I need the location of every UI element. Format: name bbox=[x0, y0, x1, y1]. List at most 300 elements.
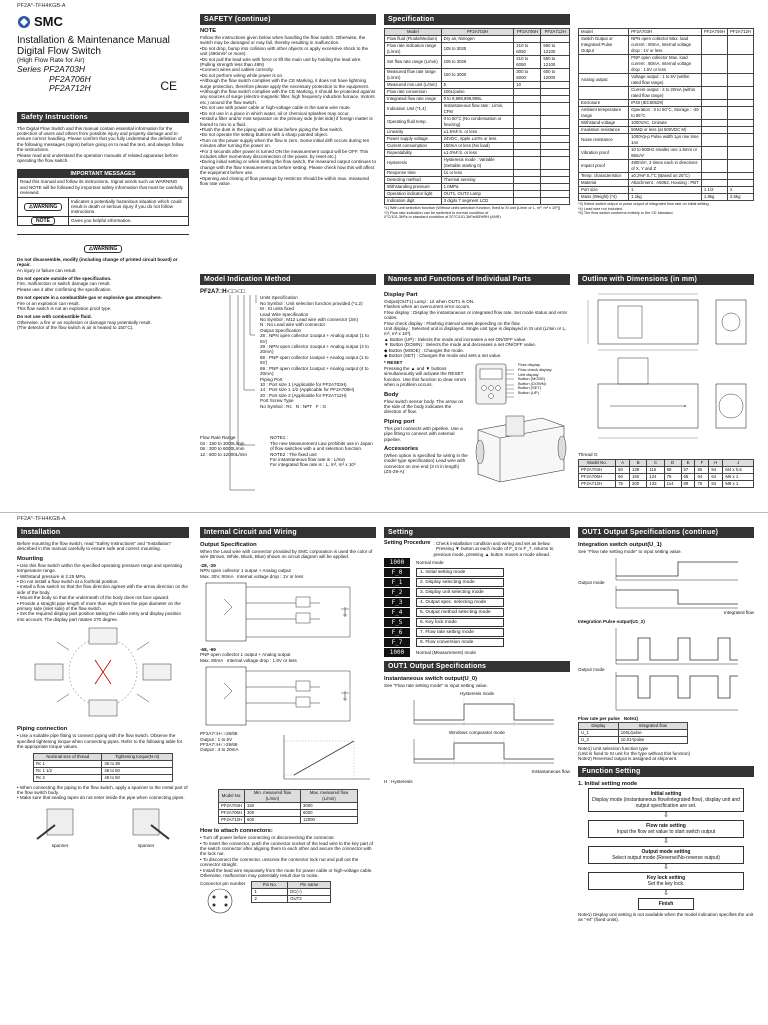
table-cell: 115 bbox=[647, 467, 664, 474]
safety-continue-heading: SAFETY (continue) bbox=[200, 14, 376, 25]
step-code-display: F_7 bbox=[384, 638, 410, 647]
table-cell: 1000VAC, 1minute bbox=[629, 120, 702, 127]
column-specification bbox=[384, 14, 570, 512]
table-cell bbox=[541, 184, 570, 191]
table-cell: 68 bbox=[664, 467, 681, 474]
step-label: 6. Key lock mode bbox=[416, 618, 504, 627]
function-step-title: Finish bbox=[658, 900, 674, 907]
warning-item-head: Do not use with combustible fluid. bbox=[17, 314, 92, 320]
table-cell bbox=[701, 100, 727, 107]
integrated-flow-label: Integrated flow bbox=[723, 610, 754, 616]
table-cell: 138 bbox=[630, 467, 647, 474]
table-cell: PF2A712H bbox=[579, 481, 616, 488]
body-text: Flow switch sensor body. The arrow on the side of the body indicates the direction of flow. bbox=[384, 398, 465, 415]
table-row bbox=[579, 127, 754, 134]
table-cell: Flow rate conversion bbox=[385, 89, 442, 96]
setting-step bbox=[384, 608, 570, 617]
normal-measurement-label: Normal (Measurement) mode bbox=[416, 650, 476, 656]
table-cell: 75 bbox=[616, 481, 630, 488]
warning-item-body: Fire or an explosion can result. This flow switch is not an explosion proof type. bbox=[17, 300, 112, 312]
table-header-cell: Model No. bbox=[579, 460, 616, 467]
out1-continue-heading: OUT1 Output Specifications (continue) bbox=[578, 527, 754, 538]
table-cell: Current output : 4 to 20mA (within rated flow range) bbox=[629, 87, 702, 100]
warning-pill: ⚠WARNING bbox=[24, 203, 63, 211]
table-cell bbox=[541, 136, 570, 143]
table-cell: 490m/s², 3 times each in directions of X, Y and Z bbox=[629, 160, 702, 173]
table-row bbox=[579, 29, 754, 36]
display-part-label: Button (UP) bbox=[518, 390, 539, 396]
note-definition bbox=[18, 216, 188, 225]
normal-mode-label: Normal mode bbox=[416, 560, 444, 566]
table-cell bbox=[727, 127, 753, 134]
table-cell: Measured flow rate range (L/min) bbox=[385, 69, 442, 82]
table-cell: 210 to 6050 bbox=[514, 56, 541, 69]
table-row bbox=[385, 36, 570, 43]
table-cell bbox=[701, 74, 727, 87]
warning-item-body: An injury or failure can result. bbox=[17, 267, 77, 273]
integration-switch-subtext: See "Flow rate setting mode" to input setting value. bbox=[578, 549, 682, 554]
table-row bbox=[385, 82, 570, 89]
table-cell bbox=[514, 191, 541, 198]
table-cell bbox=[514, 177, 541, 184]
table-cell: Measured min.unit (L/min) bbox=[385, 82, 442, 89]
output-mode-label: Output mode bbox=[578, 666, 605, 672]
function-step-text: Select output mode (Reverse/No-reverse output) bbox=[612, 854, 720, 861]
table-row bbox=[579, 134, 754, 147]
table-row bbox=[579, 107, 754, 120]
table-cell: Hysteresis bbox=[385, 157, 442, 170]
warning-item-body: Fire, malfunction or switch damage can result. Please use it after confirming the specification. bbox=[17, 281, 112, 292]
table-header-cell: E bbox=[681, 460, 695, 467]
table-cell: M8 x 1 bbox=[723, 481, 754, 488]
safety-text: The Digital Flow Switch and this manual contain essential information for the protection of users and others from possible injury and property damage and to ensure correct handling. Please confirm that you fully understand the definition of the following messages (signs) before going on to read the text, and always follow the instructions. Please read and understand the operation manuals of related apparatus before operating the flow switch. bbox=[17, 125, 184, 163]
table-cell: 1.8kg bbox=[701, 194, 727, 201]
table-cell: Response time bbox=[385, 170, 442, 177]
piping-connection-text: • Use a suitable pipe fitting to connect piping with the flow switch. Observe the specified tightening torque when connecting pipes. Refer to the following table for the appropriate torque values. bbox=[17, 733, 184, 750]
table-cell bbox=[541, 116, 570, 129]
specification-heading: Specification bbox=[384, 14, 570, 25]
table-cell: Operating fluid temp. bbox=[385, 116, 442, 129]
piping-port-heading: Piping port bbox=[384, 418, 415, 425]
note-pill: NOTE bbox=[31, 217, 55, 225]
table-row bbox=[579, 100, 754, 107]
table-cell bbox=[541, 103, 570, 116]
spanner-label: spanner bbox=[137, 842, 155, 848]
step-label: 7. Flow rate setting mode bbox=[416, 628, 504, 637]
table-cell: 5 bbox=[441, 82, 514, 89]
table-cell bbox=[701, 180, 727, 187]
table-cell bbox=[727, 100, 753, 107]
table-header-row: Display Integrated flow bbox=[579, 722, 688, 729]
connector-text: • Turn off power before connecting or disconnecting the connector. • To insert the connector, push the connector socket of the lead wire to the key part of the switch connector after aligning them to each other and secure the connector with the lock nut. • To disconnect the connector, unscrew the connector lock nut and pull out the connector straight. • Install the lead wire separately from the route for power cable or high-voltage cable. Otherwise, malfunction may potentially result due to noise. bbox=[200, 835, 374, 879]
column-setting bbox=[384, 527, 570, 1025]
table-row bbox=[385, 89, 570, 96]
display-part-label: Flow check display bbox=[518, 367, 552, 373]
table-cell: 0 to 9,999,999,999L bbox=[441, 96, 514, 103]
table-cell: 1 bbox=[252, 888, 288, 895]
table-header-row: Model No. Min. measured flow (L/min) Max. measured flow (L/min) bbox=[219, 790, 358, 803]
flow-arrow-icon: ⇩ bbox=[663, 837, 669, 845]
table-cell: 12000 bbox=[300, 817, 357, 824]
table-cell: 1.1kg bbox=[629, 194, 702, 201]
warning-item-head: Do not operate outside of the specification. bbox=[17, 276, 112, 281]
table-cell: 10 bbox=[514, 82, 541, 89]
table-row bbox=[385, 56, 570, 69]
table-cell bbox=[541, 129, 570, 136]
dimension-table bbox=[578, 459, 754, 488]
table-header-cell: F bbox=[695, 460, 709, 467]
table-row bbox=[579, 87, 754, 100]
reset-heading: * RESET bbox=[384, 360, 403, 366]
spec-table-2 bbox=[578, 28, 754, 201]
warning-definition-text: Indicates a potentially hazardous situation which could result in death or serious injury if you do not follow instructions. bbox=[71, 198, 183, 215]
flow-per-pulse-table bbox=[578, 722, 688, 744]
table-cell bbox=[579, 55, 629, 74]
model-code-options: Units Specification No Symbol : Unit selection function provided (*1,2) M : SI units fixed Lead Wire Specification No Symbol : M12 Lead wire with connector (3m) N : No Lead wire with connector Output Specification 28 : NPN open collector 1output + Analog output (1 to 5V) 29 : NPN open collector 1output + Analog output (4 to 20mA) 68 : PNP open collector 1output + Analog output (1 to 5V) 69 : PNP open collector 1output + Analog output (4 to 20mA) Piping Port 10 : Port size 1 (Applicable for PF2A703H) 14 : Port size 1 1/2 (Applicable for PF2A706H) 20 : Port size 2 (Applicable for PF2A712H) Port Screw Type No Symbol : Rc N : NPT F : G bbox=[260, 295, 369, 409]
pulse-timing-icon bbox=[608, 624, 748, 714]
step-code-display: F_2 bbox=[384, 588, 410, 597]
table-cell: 300 bbox=[245, 810, 301, 817]
setting-procedure-text: : Check installation condition and wiring and set as below. Pressing ▼ button at each mode of F_0 to F_7, returns to previous mode, pressing ▲ button moves a mode ahead. bbox=[433, 541, 554, 557]
function-step-text: Display mode (instantaneous flow/integrated flow), display unit and output specification are set. bbox=[592, 796, 740, 809]
reset-text: Pressing the ▲ and ▼ buttons simultaneously will activate the RESET function. Use this function to clear errors when a problem occurs. bbox=[384, 365, 468, 388]
function-step-title: Flow rate setting bbox=[646, 822, 686, 829]
instantaneous-switch-heading: Instantaneous switch output(U_0) bbox=[384, 676, 478, 683]
table-cell: 600 to 12000 bbox=[541, 69, 570, 82]
setting-step bbox=[384, 588, 570, 597]
table-cell: Mass (Weight) (*4) bbox=[579, 194, 629, 201]
important-messages-text: Read this manual and follow its instructions. Signal words such as WARNING and NOTE will be followed by important safety information that must be carefully reviewed. bbox=[20, 179, 185, 196]
table-row bbox=[34, 774, 173, 781]
table-cell: 150mA or less (No load) bbox=[441, 143, 514, 150]
table-cell: 78 bbox=[664, 474, 681, 481]
table-row bbox=[252, 895, 331, 902]
step-code-display: F_0 bbox=[384, 568, 410, 577]
table-cell: 48 to 50 bbox=[102, 767, 173, 774]
table-cell: 1000Vp-p Pulse width 1μs rise time 1ns bbox=[629, 134, 702, 147]
table-cell: Dry air, Nitrogen bbox=[441, 36, 514, 43]
function-step-box bbox=[588, 846, 744, 864]
function-flowchart bbox=[578, 788, 754, 910]
instantaneous-flow-label: Instantaneous flow bbox=[531, 769, 570, 775]
table-cell: 55 bbox=[695, 467, 709, 474]
table-row bbox=[219, 817, 358, 824]
spec-notes: *1) With unit selection function (Without units selection function, fixed to SI unit [L/min or L, m³, m³ x 10⁶]) *2) Flow rate indication can be switched to normal condition of 0°C/101.3kPa or standard condition of 20°C/101.3kPa/65%RH (ANR) bbox=[384, 206, 561, 220]
series-line-1: Series PF2A703H bbox=[17, 64, 86, 74]
table-cell bbox=[727, 147, 753, 160]
table-cell: 105 to 3025 bbox=[441, 56, 514, 69]
flow-range-options: Flow Rate Range 03 : 150 to 3000L/min 06 : 300 to 6000L/min 12 : 600 to 12000L/min bbox=[200, 435, 247, 457]
table-row bbox=[385, 170, 570, 177]
table-cell: PF2A706H bbox=[219, 810, 245, 817]
integration-switch-heading: Integration switch output(U_1) bbox=[578, 542, 662, 548]
function-step-box bbox=[588, 820, 744, 838]
table-cell bbox=[541, 96, 570, 103]
setting-step bbox=[384, 578, 570, 587]
table-cell: 54 bbox=[709, 467, 723, 474]
table-cell: 550 to 12100 bbox=[541, 56, 570, 69]
manual-title: Installation & Maintenance Manual bbox=[17, 35, 170, 46]
window-comparator-timing-icon bbox=[384, 735, 570, 769]
manual-page-1 bbox=[0, 0, 768, 512]
setting-step-list bbox=[384, 568, 570, 647]
table-cell: 150 bbox=[630, 474, 647, 481]
table-cell: Switch Output or Integrated Pulse Output bbox=[579, 36, 629, 55]
setting-heading: Setting bbox=[384, 527, 570, 538]
body-heading: Body bbox=[384, 391, 399, 398]
table-cell: 124 bbox=[647, 474, 664, 481]
table-cell: 2 bbox=[252, 895, 288, 902]
table-cell: Thermal sensing bbox=[441, 177, 514, 184]
table-row bbox=[579, 173, 754, 180]
hysteresis-note: H : Hysteresis bbox=[384, 778, 413, 784]
warning-heading-pill: ⚠WARNING bbox=[84, 245, 123, 253]
table-cell bbox=[579, 87, 629, 100]
table-cell bbox=[727, 160, 753, 173]
table-cell: 300 to 6000 bbox=[514, 69, 541, 82]
table-cell bbox=[541, 198, 570, 205]
table-row bbox=[579, 474, 754, 481]
table-row bbox=[385, 157, 570, 170]
instantaneous-switch-subtext: See "Flow rate setting mode" to input setting value. bbox=[384, 683, 488, 689]
table-cell: M6 x 1 bbox=[723, 474, 754, 481]
table-header-row bbox=[579, 460, 754, 467]
table-row bbox=[579, 481, 754, 488]
table-header-row: Nominal size of thread Tightening torque(N·m) bbox=[34, 753, 173, 760]
table-header-cell: J bbox=[723, 460, 754, 467]
smc-logo-icon bbox=[17, 15, 31, 29]
piping-connection-text-2: • When connecting the piping to the flow switch, apply a spanner to the metal part of the flow switch body. • Make sure that sealing tapes do not enter inside the pipe when connecting pipes. bbox=[17, 784, 188, 801]
table-cell: Insulation resistance bbox=[579, 127, 629, 134]
table-cell bbox=[701, 55, 727, 74]
table-cell: Withstand voltage bbox=[579, 120, 629, 127]
table-cell bbox=[514, 143, 541, 150]
table-row bbox=[385, 150, 570, 157]
column-installation bbox=[17, 527, 189, 1025]
table-cell: 57 bbox=[681, 467, 695, 474]
table-row bbox=[385, 103, 570, 116]
ce-mark: CE bbox=[160, 79, 177, 93]
table-cell bbox=[514, 36, 541, 43]
normal-measurement-step bbox=[384, 648, 570, 657]
note-list: Follow the instructions given below when handling the flow switch. Otherwise, the switch may be damaged or may fail, thereby resulting in malfunction. •Do not drop, bump into collision with other objects or apply excessive shock to the unit (490m/s² or more). •Do not pull the lead wire with force or lift the main unit by holding the lead wire. (Pulling strength less than 49N) •Connect wires and cables correctly. •Do not perform wiring while power is on. •Although the flow switch complies with the CE Marking, it does not have lightning surge protection, therefore please apply the necessary protection to the equipment. •Although the flow switch complies with the CE Marking, it should be protected against any sources of surge (electro-magnetic filter, high frequency induction furnace, motors etc.) around the flow switch. •Do not use with power cable or high-voltage cable in the same wire route. •Do not use in a place in which water, oil or chemical splashes may occur. •Install a filter and/or mist separator on the primary side (inlet side) if foreign matter is feared to mix in a fluid. •Flush the dust in the piping with air blow before piping the flow switch. •Do not operate the setting buttons with a sharp pointed object. •Turn on the power supply when the flow is zero. Some initial drift occurs during ten minutes after turning the power on. •For 3 seconds after power is turned ON the measurement output will be OFF. This includes after momentary disconnection of the power, by reset etc.) •During initial setting or when setting the flow switch, the measured output continues to change with the flow measurement as before setting. Please check how this will affect the equipment before use. •Opening and closing of flow passage by restrictor should be within max. measured flow rate value. bbox=[200, 35, 377, 186]
warning-definition bbox=[18, 197, 188, 216]
installation-text: Before mounting the flow switch, read "Safety Instructions" and "Installation" described in this manual carefully to ensure safe and correct mounting. bbox=[17, 541, 173, 552]
function-step-text: Input the flow set value to start switch output bbox=[616, 828, 716, 835]
table-row bbox=[579, 729, 688, 736]
normal-mode-step bbox=[384, 558, 570, 567]
table-cell bbox=[514, 170, 541, 177]
table-cell: 10.01¹/pulse bbox=[618, 736, 687, 743]
display-part-label: Unit display bbox=[518, 371, 539, 377]
manual-page-2 bbox=[0, 512, 768, 1025]
table-cell bbox=[727, 134, 753, 147]
output-mode-label: Output mode bbox=[578, 579, 605, 585]
flow-per-pulse-notes: Note1) Unit selection function type (Unit is fixed to SI unit for the type without this function) Note2) Reversed output is assigned at shipment. bbox=[578, 745, 691, 762]
table-cell: PF2A706H bbox=[701, 29, 727, 36]
spec-table bbox=[384, 28, 570, 205]
table-cell: Ambient temperature range bbox=[579, 107, 629, 120]
important-messages-box bbox=[17, 169, 189, 225]
table-cell: 114 bbox=[664, 481, 681, 488]
table-cell: 1.0MPa bbox=[441, 184, 514, 191]
npn-text: NPN open collector 1 output + Analog output Max. 30V, 80mA Internal voltage drop : 1V or less bbox=[200, 568, 304, 579]
table-cell bbox=[727, 180, 753, 187]
accessories-text: (When option is specified for wiring in the model type specification) Lead wire with connector on one end (3 m in length) (ZS-29-A) bbox=[384, 452, 470, 475]
table-row bbox=[385, 96, 570, 103]
function-step-box bbox=[588, 788, 744, 812]
table-row bbox=[579, 74, 754, 87]
setting-step bbox=[384, 618, 570, 627]
table-cell bbox=[541, 143, 570, 150]
table-cell bbox=[701, 173, 727, 180]
setting-step bbox=[384, 638, 570, 647]
table-cell: Indication Unit (*1,4) bbox=[385, 103, 442, 116]
table-cell: 10 to 500Hz smaller one 1.5mm or 98m/s² bbox=[629, 147, 702, 160]
function-setting-heading: Function Setting bbox=[578, 766, 754, 777]
step-label: 4. Output spec. selecting mode bbox=[416, 598, 504, 607]
hysteresis-timing-icon bbox=[384, 696, 570, 730]
table-cell bbox=[701, 134, 727, 147]
mounting-heading: Mounting bbox=[17, 555, 44, 562]
table-cell: PF2A712H bbox=[219, 817, 245, 824]
table-cell: 100L/pulse bbox=[441, 89, 514, 96]
function-step-box bbox=[588, 872, 744, 890]
table-cell: Analog output bbox=[579, 74, 629, 87]
pin-table bbox=[251, 881, 331, 903]
table-cell bbox=[701, 147, 727, 160]
table-row bbox=[385, 184, 570, 191]
table-row bbox=[385, 43, 570, 56]
table-cell bbox=[541, 36, 570, 43]
connector-heading: How to attach connectors: bbox=[200, 828, 273, 835]
piping-connection-heading: Piping connection bbox=[17, 726, 68, 733]
table-row bbox=[385, 136, 570, 143]
column-specification-2 bbox=[578, 14, 754, 512]
flow-per-pulse-title: Flow rate per pulse Note1) bbox=[578, 716, 638, 722]
note-heading: NOTE bbox=[200, 28, 217, 34]
table-cell: 6000 bbox=[300, 810, 357, 817]
warning-section-heading bbox=[17, 234, 189, 255]
table-cell: Material bbox=[579, 180, 629, 187]
spanner-icon bbox=[121, 803, 171, 843]
display-part-illustration bbox=[472, 360, 570, 490]
setting-step bbox=[384, 598, 570, 607]
step-code-display: F_3 bbox=[384, 598, 410, 607]
table-cell: ±1.5%F.S. or less bbox=[441, 129, 514, 136]
spanner-illustrations bbox=[17, 803, 189, 848]
thread-label: Thread G bbox=[578, 452, 598, 457]
step-label: 2. Display selecting mode bbox=[416, 578, 504, 587]
table-cell: PF2A712H bbox=[727, 29, 753, 36]
outline-dimensions-heading: Outline with Dimensions (in mm) bbox=[578, 274, 754, 285]
table-cell: 24VDC, ripple ±10% or less bbox=[441, 136, 514, 143]
window-comparator-label: Windows comparator mode bbox=[449, 730, 505, 736]
table-cell: Flow fluid (Fluids/Medium) bbox=[385, 36, 442, 43]
table-cell: Voltage output : 1 to 5V (within rated flow range) bbox=[629, 74, 702, 87]
table-cell bbox=[541, 157, 570, 170]
table-cell: Temp. characteristics bbox=[579, 173, 629, 180]
table-cell: Rc 2 bbox=[34, 774, 102, 781]
table-row bbox=[385, 69, 570, 82]
table-row bbox=[34, 760, 173, 767]
product-subtitle: (High Flow Rate for Air) bbox=[17, 57, 85, 64]
table-cell: Vibration proof bbox=[579, 147, 629, 160]
step-code-display: F_4 bbox=[384, 608, 410, 617]
table-cell: PF2A703H bbox=[579, 467, 616, 474]
step-code-display: F_6 bbox=[384, 628, 410, 637]
step-label: 1. Initial setting mode bbox=[416, 568, 504, 577]
table-row bbox=[579, 55, 754, 74]
table-cell: Enclosure bbox=[579, 100, 629, 107]
table-row bbox=[579, 467, 754, 474]
table-cell: Power supply voltage bbox=[385, 136, 442, 143]
important-messages-heading: IMPORTANT MESSAGES bbox=[18, 170, 188, 178]
table-row bbox=[385, 177, 570, 184]
table-cell bbox=[727, 55, 753, 74]
table-cell: Withstanding pressure bbox=[385, 184, 442, 191]
table-cell: Hysteresis mode : Variable (Settable starting 0) bbox=[441, 157, 514, 170]
table-header-cell: C bbox=[647, 460, 664, 467]
table-cell: 60 bbox=[616, 474, 630, 481]
table-row bbox=[579, 120, 754, 127]
column-safety-continue bbox=[200, 14, 376, 512]
step-label: 3. Display unit selecting mode bbox=[416, 588, 504, 597]
table-cell: 2.5kg bbox=[727, 194, 753, 201]
flow-arrow-icon: ⇩ bbox=[663, 889, 669, 897]
column-internal-circuit bbox=[200, 527, 376, 1025]
table-cell: 550 to 12100 bbox=[541, 43, 570, 56]
table-cell: 105 to 3025 bbox=[441, 43, 514, 56]
warning-list bbox=[17, 257, 189, 331]
table-header-row: Model PF2A703H PF2A706H PF2A712H bbox=[385, 29, 570, 36]
table-cell: ±0.2%F.S./°C (Based on 25°C) bbox=[629, 173, 702, 180]
brand-header bbox=[17, 14, 189, 29]
function-step-title: Initial setting bbox=[650, 790, 682, 797]
table-cell: Operation : 0 to 50°C, Storage : -25 to 85°C bbox=[629, 107, 702, 120]
output-specification-heading: Output Specification bbox=[200, 542, 257, 548]
analog-output-text: PF2A7□H-□-28/68 Output : 1 to 5V PF2A7□H-□-29/69 Output : 4 to 20mA bbox=[200, 731, 239, 753]
table-cell bbox=[541, 170, 570, 177]
document-code: PF2A*-TFH4KGB-A bbox=[17, 516, 66, 522]
table-cell: Set flow rate range (L/min) bbox=[385, 56, 442, 69]
setting-step bbox=[384, 568, 570, 577]
internal-circuit-heading: Internal Circuit and Wiring bbox=[200, 527, 376, 538]
series-line-3: PF2A712H bbox=[49, 83, 91, 93]
table-cell: 1 1/2 bbox=[701, 187, 727, 194]
table-cell: M4 x 0.6 bbox=[723, 467, 754, 474]
table-cell: U_1 bbox=[579, 729, 619, 736]
table-row bbox=[385, 129, 570, 136]
table-header-cell: A bbox=[616, 460, 630, 467]
piping-port-text: This port connects with pipeline. Use a pipe fitting to connect with external pipeline. bbox=[384, 425, 464, 442]
connector-pin-title: Connector pin number bbox=[200, 880, 246, 886]
table-cell: 36 to 38 bbox=[102, 760, 173, 767]
pnp-circuit-diagram-icon bbox=[200, 663, 376, 729]
table-cell: 100L/pulse bbox=[618, 729, 687, 736]
outline-drawing-icon bbox=[578, 288, 754, 458]
table-cell: 150 bbox=[245, 803, 301, 810]
step-code-display: F_5 bbox=[384, 618, 410, 627]
table-cell bbox=[541, 191, 570, 198]
table-cell: 200 bbox=[630, 481, 647, 488]
table-cell: Model bbox=[579, 29, 629, 36]
table-cell: Rc 1 bbox=[34, 760, 102, 767]
table-cell: 50 bbox=[616, 467, 630, 474]
table-cell: Repeatability bbox=[385, 150, 442, 157]
table-cell: Detecting method bbox=[385, 177, 442, 184]
warning-item-head: Do not disassemble, modify (including change of printed circuit board) or repair. bbox=[17, 256, 179, 268]
